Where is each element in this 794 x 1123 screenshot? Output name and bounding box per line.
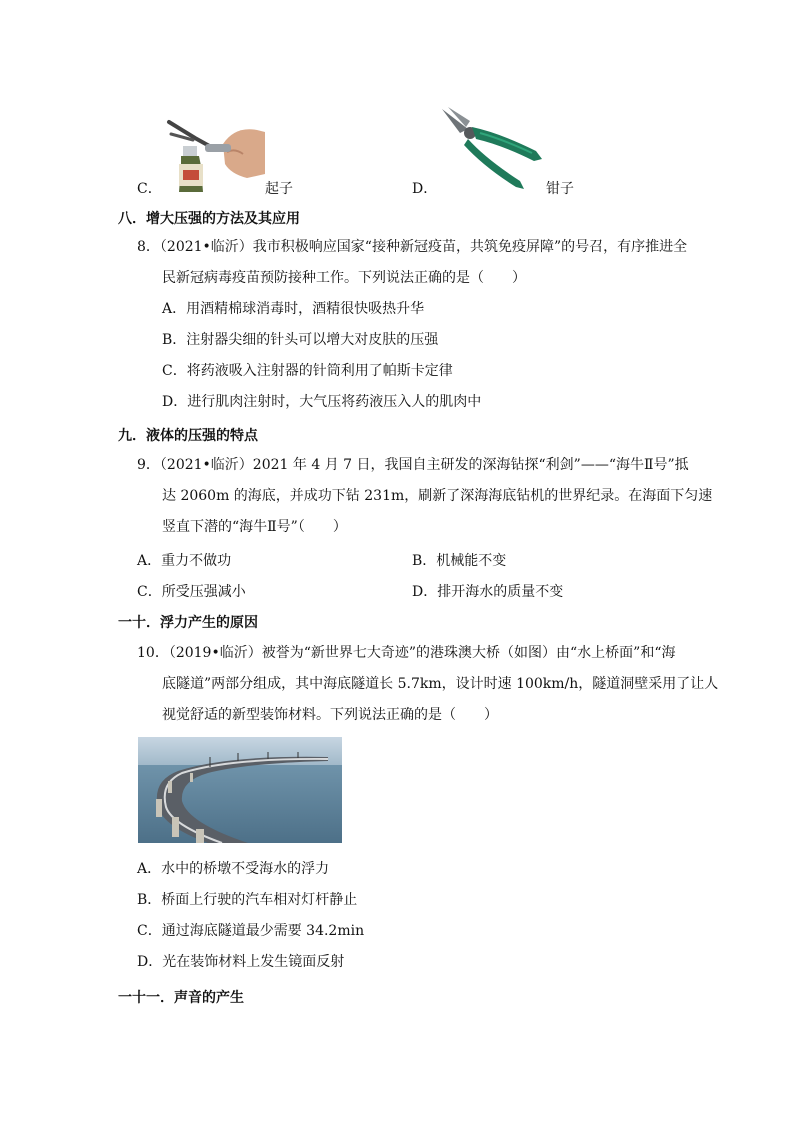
bottle-opener-image xyxy=(165,104,265,192)
question-8-line1: （2021•临沂）我市积极响应国家“接种新冠疫苗，共筑免疫屏障”的号召，有序推进全 xyxy=(159,239,688,255)
question-8-option-b: B．注射器尖细的针头可以增大对皮肤的压强 xyxy=(162,332,439,348)
bridge-photo xyxy=(138,737,342,843)
question-8-option-d: D．进行肌肉注射时，大气压将药液压入人的肌肉中 xyxy=(162,394,482,410)
question-9-option-c: C．所受压强减小 xyxy=(137,584,246,600)
section10-heading: 一十．浮力产生的原因 xyxy=(118,615,258,631)
section11-heading: 一十一．声音的产生 xyxy=(118,990,244,1006)
question-9-line3: 竖直下潜的“海牛Ⅱ号”（ ） xyxy=(162,519,347,535)
pliers-image xyxy=(440,107,544,189)
question-8-line2: 民新冠病毒疫苗预防接种工作。下列说法正确的是（ ） xyxy=(162,270,526,286)
question-8-option-a: A．用酒精棉球消毒时，酒精很快吸热升华 xyxy=(162,301,425,317)
question-8-number: 8． xyxy=(137,239,160,255)
question-9-line1: （2021•临沂）2021 年 4 月 7 日，我国自主研发的深海钻探“利剑”——“海牛Ⅱ号”抵 xyxy=(159,457,689,473)
question-10-option-c: C．通过海底隧道最少需要 34.2min xyxy=(137,923,365,939)
question-10-option-d: D．光在装饰材料上发生镜面反射 xyxy=(137,954,345,970)
question-9 xyxy=(137,450,713,543)
section8-heading: 八．增大压强的方法及其应用 xyxy=(118,211,300,227)
question-10-options xyxy=(137,854,677,978)
question-10 xyxy=(137,638,719,731)
question-10-number: 10． xyxy=(137,645,169,661)
question-9-number: 9． xyxy=(137,457,160,473)
question-8 xyxy=(137,232,688,418)
question-9-option-b: B．机械能不变 xyxy=(412,553,507,569)
option-c-label: C． xyxy=(137,181,162,197)
question-10-option-b: B．桥面上行驶的汽车相对灯杆静止 xyxy=(137,892,358,908)
question-10-option-a: A．水中的桥墩不受海水的浮力 xyxy=(137,861,330,877)
question-10-line1: （2019•临沂）被誉为“新世界七大奇迹”的港珠澳大桥（如图）由“水上桥面”和“海 xyxy=(168,645,676,661)
question-8-option-c: C．将药液吸入注射器的针筒利用了帕斯卡定律 xyxy=(162,363,453,379)
question-10-line3: 视觉舒适的新型装饰材料。下列说法正确的是（ ） xyxy=(162,707,498,723)
question-9-line2: 达 2060m 的海底，并成功下钻 231m，刷新了深海海底钻机的世界纪录。在海面下匀速 xyxy=(162,488,713,504)
question-9-option-a: A．重力不做功 xyxy=(137,553,232,569)
question-10-line2: 底隧道”两部分组成，其中海底隧道长 5.7km，设计时速 100km/h，隧道洞壁采用了让人 xyxy=(162,676,719,692)
question-9-option-d: D．排开海水的质量不变 xyxy=(412,584,564,600)
option-d-caption: 钳子 xyxy=(546,181,574,197)
option-d-label: D． xyxy=(412,181,438,197)
option-c-caption: 起子 xyxy=(265,181,293,197)
section9-heading: 九．液体的压强的特点 xyxy=(118,428,258,444)
